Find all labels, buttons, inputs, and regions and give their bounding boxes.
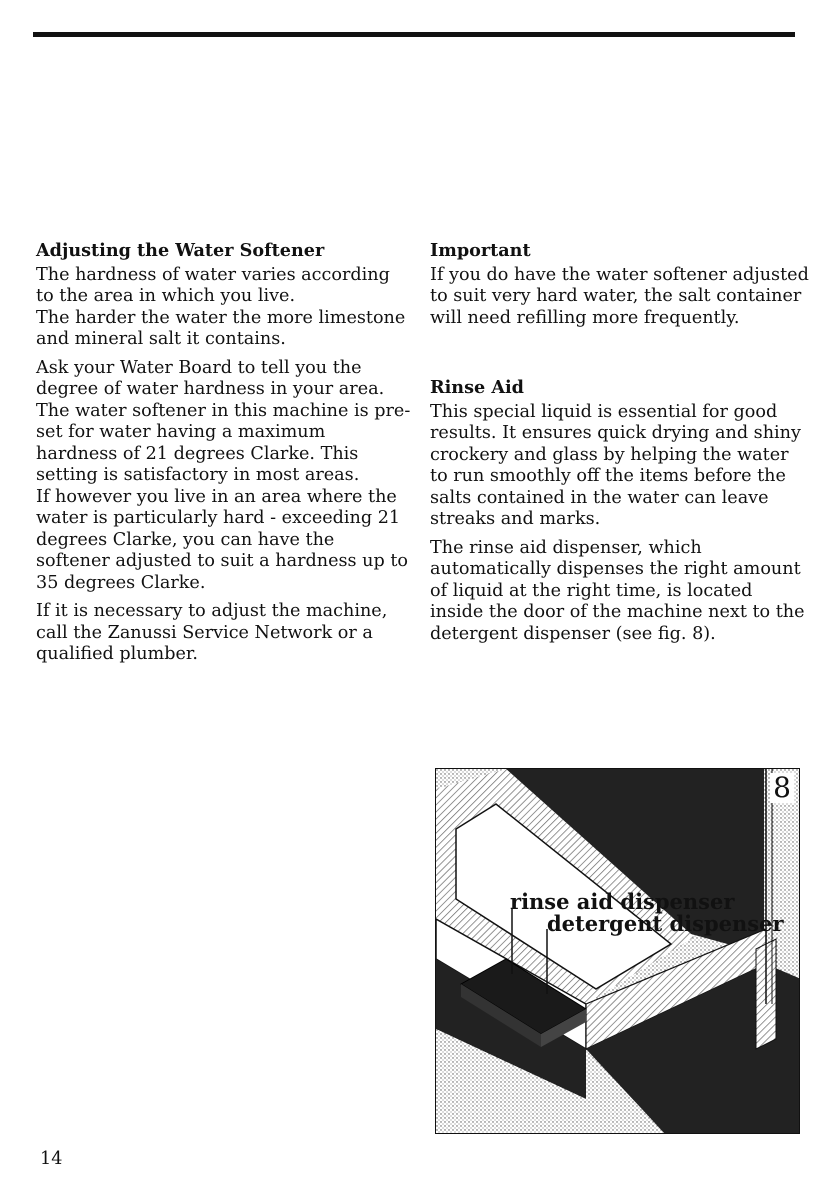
paragraph: [36, 358, 411, 595]
paragraph-text: The water softener in this machine is pre-set for water having a maximum hardness of 21 degrees Clarke. This setting is satisfactory in most areas.: [36, 400, 411, 485]
paragraph-text: The hardness of water varies according to the area in which you live.: [36, 264, 390, 306]
paragraph-text: The harder the water the more limestone and mineral salt it contains.: [36, 307, 406, 349]
rinse-aid-dispenser-label: rinse aid dispenser: [510, 889, 735, 914]
dishwasher-door-drawing: [436, 769, 800, 1134]
water-softener-heading: Adjusting the Water Softener: [36, 240, 325, 261]
figure-8-illustration: [435, 768, 800, 1134]
right-column: [430, 240, 810, 652]
paragraph: If it is necessary to adjust the machine, call the Zanussi Service Network or a qualified plumber.: [36, 601, 388, 664]
paragraph: This special liquid is essential for good results. It ensures quick drying and shiny crockery and glass by helping the water to run smoothly off the items before the salts contained in the water can leave streaks and marks.: [430, 401, 801, 529]
paragraph: The rinse aid dispenser, which automatically dispenses the right amount of liquid at the right time, is located inside the door of the machine next to the detergent dispenser (see fig. 8).: [430, 537, 805, 644]
important-text: If you do have the water softener adjusted to suit very hard water, the salt container will need refilling more frequently.: [430, 264, 809, 328]
top-rule: [33, 32, 795, 37]
paragraph-text: Ask your Water Board to tell you the degree of water hardness in your area.: [36, 357, 385, 399]
paragraph-text: If however you live in an area where the water is particularly hard - exceeding 21 degrees Clarke, you can have the softener adjusted to suit a hardness up to 35 degrees Clarke.: [36, 486, 408, 593]
detergent-dispenser-label: detergent dispenser: [547, 911, 784, 936]
important-heading: Important: [430, 240, 531, 261]
paragraph: [36, 265, 411, 351]
figure-number: 8: [770, 773, 794, 803]
rinse-aid-heading: Rinse Aid: [430, 377, 524, 398]
page-number: 14: [40, 1149, 63, 1169]
left-column: [36, 240, 411, 673]
